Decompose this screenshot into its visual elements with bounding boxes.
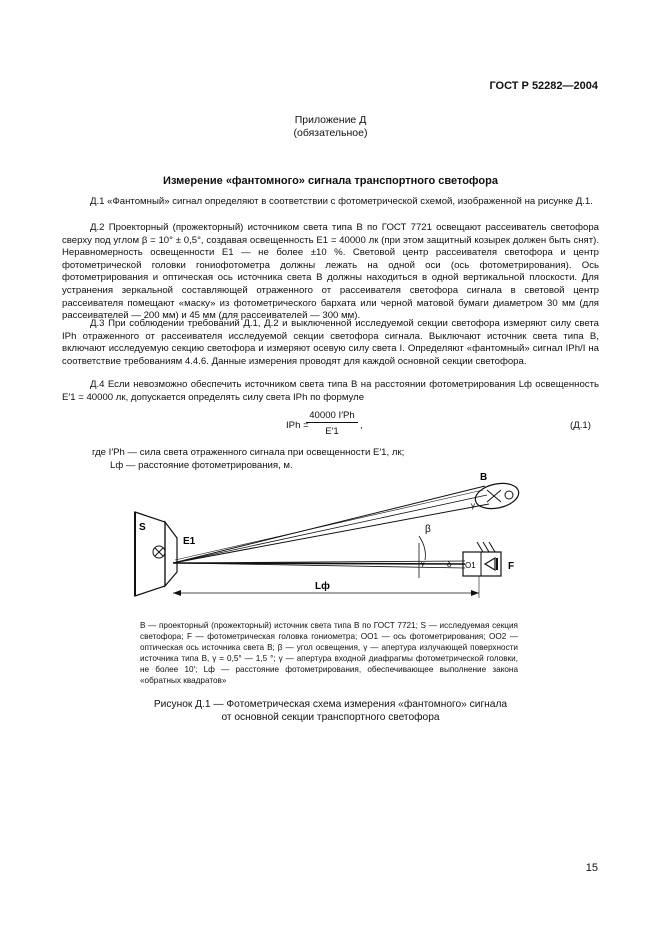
- formula-denominator: E′1: [325, 426, 339, 437]
- paragraph-d3: Д.3 При соблюдении требований Д.1, Д.2 и выключенной исследуемой секции светофора измеряют силу света IPh отраженного от рассеивателя исследуемой секции светофора сигнала. Выключают источник света типа В, включают исследуемую секцию светофора и измеряют осевую силу света I. Определяют «фантомный» сигнал IPh/I на соответствие требованиям 4.4.6. Данные измерения проводят для каждой основной секции светофора.: [62, 318, 599, 367]
- label-f: F: [508, 561, 515, 572]
- label-beta: β: [425, 524, 431, 535]
- label-o1: O1: [465, 561, 476, 570]
- label-e1: E1: [183, 536, 196, 547]
- label-delta: δ: [447, 560, 452, 569]
- photometric-diagram: [125, 468, 535, 613]
- section-title: Измерение «фантомного» сигнала транспортного светофора: [163, 175, 498, 187]
- photometric-head-f: [463, 542, 501, 576]
- where-line-1: где I′Ph — сила света отраженного сигнала при освещенности E′1, лк;: [92, 447, 405, 458]
- formula-numerator: 40000 I′Ph: [306, 410, 358, 423]
- photometer-beams: [173, 536, 465, 578]
- source-b: [473, 480, 521, 513]
- paragraph-d2: Д.2 Проекторный (прожекторный) источником света типа В по ГОСТ 7721 освещают рассеиватель светофора сверху под углом β = 10° ± 0,5°, создавая освещенность E1 = 40000 лк (при этом защитный козырек должен быть снят). Неравномерность освещенности E1 — не более ±10 %. Световой центр рассеивателя светофора и центр фотометрической головки гониофотометра должны лежать на одной оси (ось фотометрирования). Ось фотометрирования и оптическая ось источника света В должны находиться в одной вертикальной плоскости. Для устранения зеркальной составляющей отраженного от рассеивателя светофора сигнала в световой центр рассеивателя помещают «маску» из фотометрического бархата или черной матовой бумаги диаметром 30 мм (для рассеивателей — 200 мм) и 45 мм (для рассеивателей — 300 мм).: [62, 222, 599, 322]
- page-number: 15: [585, 862, 598, 874]
- appendix-heading: [0, 114, 661, 140]
- figure-title-line-1: Рисунок Д.1 — Фотометрическая схема измерения «фантомного» сигнала: [153, 699, 508, 710]
- formula-trail: ,: [360, 420, 363, 431]
- formula-lhs: IPh =: [286, 420, 309, 431]
- label-l: Lф: [315, 581, 330, 592]
- figure-title-line-2: от основной секции транспортного светофора: [221, 712, 440, 723]
- label-s: S: [139, 522, 146, 533]
- formula-number: (Д.1): [570, 420, 591, 431]
- figure-caption: B — проекторный (прожекторный) источник света типа В по ГОСТ 7721; S — исследуемая секция светофора; F — фотометрическая головка гониометра; OO1 — ось фотометрирования; OO2 — оптическая ось источника света В; β — угол освещения, γ — апертура излучающей поверхности источника типа В, γ = 0,5° — 1,5 °; γ — апертура входной диафрагмы фотометрической головки, не более 10′; Lф — расстояние фотометрирования, обеспечивающее выполнение закона «обратных квадратов»: [140, 621, 518, 685]
- where-line-2: Lф — расстояние фотометрирования, м.: [110, 460, 293, 471]
- paragraph-d1: Д.1 «Фантомный» сигнал определяют в соответствии с фотометрической схемой, изображенной на рисунке Д.1.: [90, 196, 593, 207]
- appendix-status: (обязательное): [293, 127, 368, 139]
- figure-title: [0, 698, 661, 724]
- label-gamma-axis: γ: [421, 561, 425, 568]
- appendix-label: Приложение Д: [294, 114, 367, 126]
- document-header: ГОСТ Р 52282—2004: [489, 80, 598, 92]
- label-b: B: [480, 472, 488, 483]
- paragraph-d4: Д.4 Если невозможно обеспечить источником света типа В на расстоянии фотометрирования Lф освещенность E′1 = 40000 лк, допускается определять силу света IPh по формуле: [62, 379, 599, 403]
- label-gamma-source: γ: [471, 501, 475, 510]
- light-beam: [173, 486, 489, 563]
